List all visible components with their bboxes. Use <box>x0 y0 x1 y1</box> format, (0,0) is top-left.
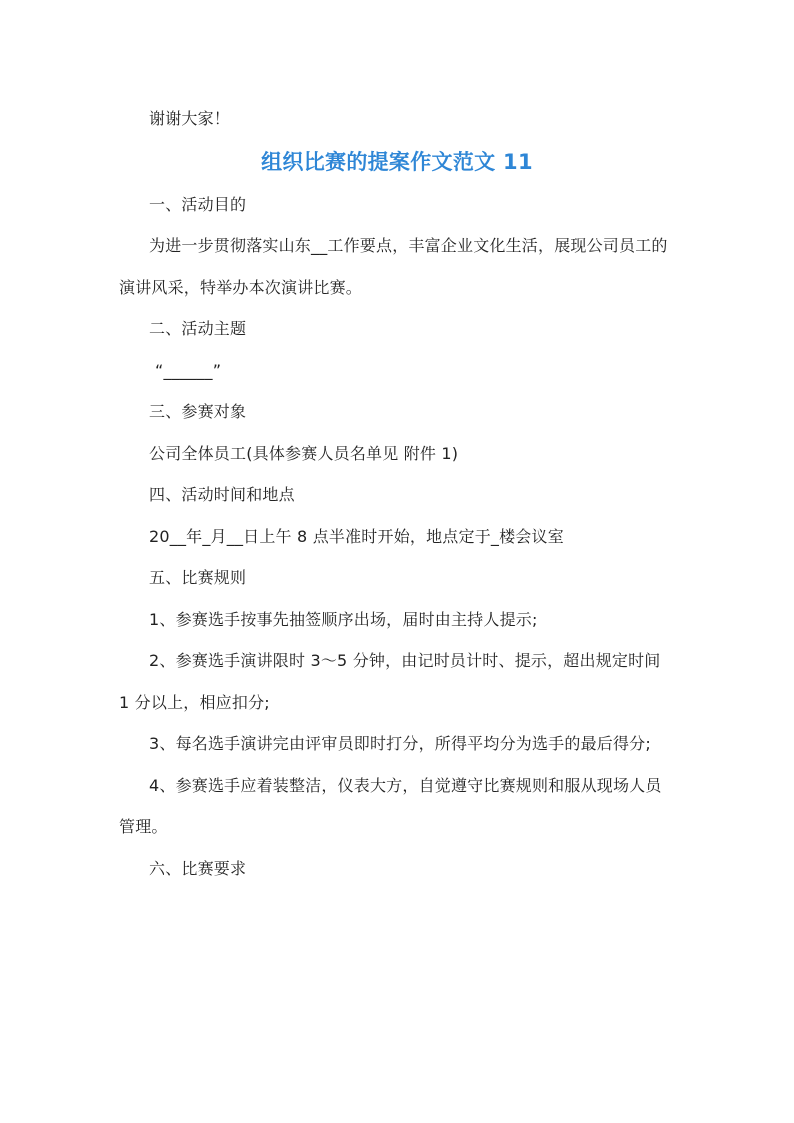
section-heading: 二、活动主题 <box>149 319 247 338</box>
paragraph: 为进一步贯彻落实山东__工作要点，丰富企业文化生活，展现公司员工的演讲风采，特举办本次演讲比赛。 <box>119 236 668 297</box>
rule-item: 4、参赛选手应着装整洁，仪表大方，自觉遵守比赛规则和服从现场人员管理。 <box>119 775 662 836</box>
section-heading: 一、活动目的 <box>149 194 247 214</box>
document-title: 组织比赛的提案作文范文 11 <box>261 149 533 174</box>
closing-text: 谢谢大家！ <box>149 109 231 128</box>
paragraph: 20__年_月__日上午 8 点半准时开始，地点定于_楼会议室 <box>149 526 564 546</box>
rule-item: 3、每名选手演讲完由评审员即时打分，所得平均分为选手的最后得分; <box>149 734 651 753</box>
section-heading: 五、比赛规则 <box>149 568 247 587</box>
rule-item: 2、参赛选手演讲限时 3～5 分钟，由记时员计时、提示，超出规定时间 1 分以上，相应扣分; <box>119 651 661 712</box>
section-heading: 四、活动时间和地点 <box>149 485 295 504</box>
theme-placeholder: “______” <box>155 360 222 380</box>
section-heading: 三、参赛对象 <box>149 402 247 421</box>
document-page <box>119 98 675 889</box>
section-heading: 六、比赛要求 <box>149 858 247 878</box>
paragraph: 公司全体员工(具体参赛人员名单见 附件 1) <box>149 443 459 463</box>
rule-item: 1、参赛选手按事先抽签顺序出场，届时由主持人提示; <box>149 609 538 629</box>
